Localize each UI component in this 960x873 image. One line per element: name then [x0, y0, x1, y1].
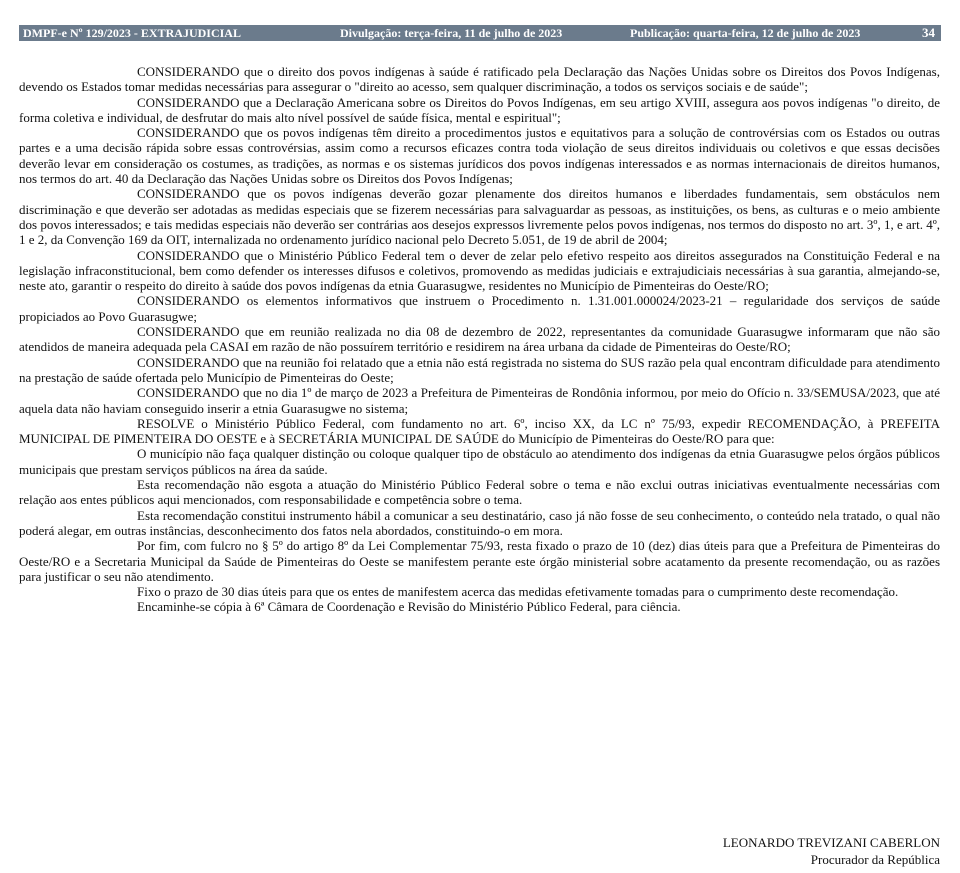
- paragraph: Encaminhe-se cópia à 6ª Câmara de Coordenação e Revisão do Ministério Público Federal, para ciência.: [137, 599, 681, 615]
- paragraph: CONSIDERANDO que no dia 1º de março de 2023 a Prefeitura de Pimenteiras de Rondônia informou, por meio do Ofício n. 33/SEMUSA/2023, que até aquela data não haviam conseguido inserir a etnia Guarasugwe no sistema;: [19, 385, 940, 416]
- paragraph: Fixo o prazo de 30 dias úteis para que os entes de manifestem acerca das medidas efetivamente tomadas para o cumprimento deste recomendação.: [137, 584, 899, 600]
- paragraph: Esta recomendação constitui instrumento hábil a comunicar a seu destinatário, caso já não fosse de seu conhecimento, o conteúdo nela tratado, o qual não poderá alegar, em outras instâncias, desconhecimento dos fatos nela abordados, constituindo-o em mora.: [19, 507, 940, 538]
- paragraph: O município não faça qualquer distinção ou coloque qualquer tipo de obstáculo ao atendimento dos indígenas da etnia Guarasugwe pelos órgãos públicos municipais que prestam serviços públicos na área da saúde.: [19, 446, 940, 477]
- paragraph: Esta recomendação não esgota a atuação do Ministério Público Federal sobre o tema e não exclui outras iniciativas eventualmente necessárias com relação aos entes públicos aqui mencionados, com responsabilidade e competência sobre o tema.: [19, 477, 940, 508]
- paragraph: CONSIDERANDO que o direito dos povos indígenas à saúde é ratificado pela Declaração das Nações Unidas sobre os Direitos dos Povos Indígenas, devendo os Estados tomar medidas necessárias para assegurar o "direito ao acesso, sem qualquer discriminação, a todos os serviços sociais e de saúde";: [19, 64, 940, 95]
- document-body: [19, 64, 940, 615]
- divulgacao-date: Divulgação: terça-feira, 11 de julho de 2023: [340, 26, 563, 40]
- publicacao-date: Publicação: quarta-feira, 12 de julho de 2023: [630, 26, 861, 40]
- paragraph: CONSIDERANDO que em reunião realizada no dia 08 de dezembro de 2022, representantes da comunidade Guarasugwe informaram que não são atendidos de maneira adequada pela CASAI em razão de não possuírem território e residirem na área urbana da cidade de Pimenteiras do Oeste/RO;: [19, 324, 940, 355]
- page-header: [19, 25, 941, 41]
- publication-id: DMPF-e Nº 129/2023 - EXTRAJUDICIAL: [23, 26, 241, 40]
- paragraph: CONSIDERANDO que na reunião foi relatado que a etnia não está registrada no sistema do SUS razão pela qual encontram dificuldade para atendimento na prestação de saúde ofertada pelo Município de Pimenteiras do Oeste;: [19, 354, 940, 385]
- paragraph: Por fim, com fulcro no § 5º do artigo 8º da Lei Complementar 75/93, resta fixado o prazo de 10 (dez) dias úteis para que a Prefeitura de Pimenteiras do Oeste/RO e a Secretaria Municipal da Saúde de Pimenteiras do Oeste se manifestem perante este órgão ministerial sobre acatamento da presente recomendação, ou as razões para justificar o seu não atendimento.: [19, 538, 940, 584]
- signer-role: Procurador da República: [810, 852, 940, 867]
- page-number: 34: [922, 25, 935, 40]
- signer-name: LEONARDO TREVIZANI CABERLON: [722, 835, 940, 850]
- paragraph: CONSIDERANDO os elementos informativos que instruem o Procedimento n. 1.31.001.000024/2023-21 – regularidade dos serviços de saúde propiciados ao Povo Guarasugwe;: [19, 293, 940, 324]
- paragraph: CONSIDERANDO que o Ministério Público Federal tem o dever de zelar pelo efetivo respeito aos direitos assegurados na Constituição Federal e na legislação infraconstitucional, bem como defender os interesses difusos e coletivos, promovendo as medidas judiciais e extrajudiciais necessárias à sua garantia, almejando-se, neste ato, garantir o respeito do direito à saúde dos povos indígenas da etnia Guarasugwe, residentes no Município de Pimenteiras do Oeste/RO;: [19, 247, 940, 294]
- paragraph: CONSIDERANDO que os povos indígenas deverão gozar plenamente dos direitos humanos e liberdades fundamentais, sem obstáculos nem discriminação e que deverão ser adotadas as medidas especiais que se fizerem necessárias para salvaguardar as pessoas, as instituições, os bens, as culturas e o meio ambiente dos povos interessados; e tais medidas especiais não deverão ser contrárias aos desejos expressos livremente pelos povos indígenas, nos termos do disposto no art. 3º, 1, e art. 4º, 1 e 2, da Convenção 169 da OIT, internalizada no ordenamento jurídico nacional pelo Decreto 5.051, de 19 de abril de 2004;: [19, 186, 940, 248]
- signature-block: [723, 834, 940, 868]
- paragraph: RESOLVE o Ministério Público Federal, com fundamento no art. 6º, inciso XX, da LC nº 75/93, expedir RECOMENDAÇÃO, à PREFEITA MUNICIPAL DE PIMENTEIRA DO OESTE e à SECRETÁRIA MUNICIPAL DE SAÚDE do Município de Pimenteiras do Oeste/RO para que:: [19, 415, 940, 447]
- paragraph: CONSIDERANDO que os povos indígenas têm direito a procedimentos justos e equitativos para a solução de controvérsias com os Estados ou outras partes e a uma decisão rápida sobre essas controvérsias, assim como a recursos eficazes contra toda violação de seus direitos individuais ou coletivos e que essas decisões deverão levar em consideração os costumes, as tradições, as normas e os sistemas jurídicos dos povos indígenas interessados e as normas internacionais de direitos humanos, nos termos do art. 40 da Declaração das Nações Unidas sobre os Direitos dos Povos Indígenas;: [19, 125, 940, 187]
- paragraph: CONSIDERANDO que a Declaração Americana sobre os Direitos do Povos Indígenas, em seu artigo XVIII, assegura aos povos indígenas "o direito, de forma coletiva e individual, de desfrutar do mais alto nível possível de saúde física, mental e espiritual";: [19, 94, 940, 125]
